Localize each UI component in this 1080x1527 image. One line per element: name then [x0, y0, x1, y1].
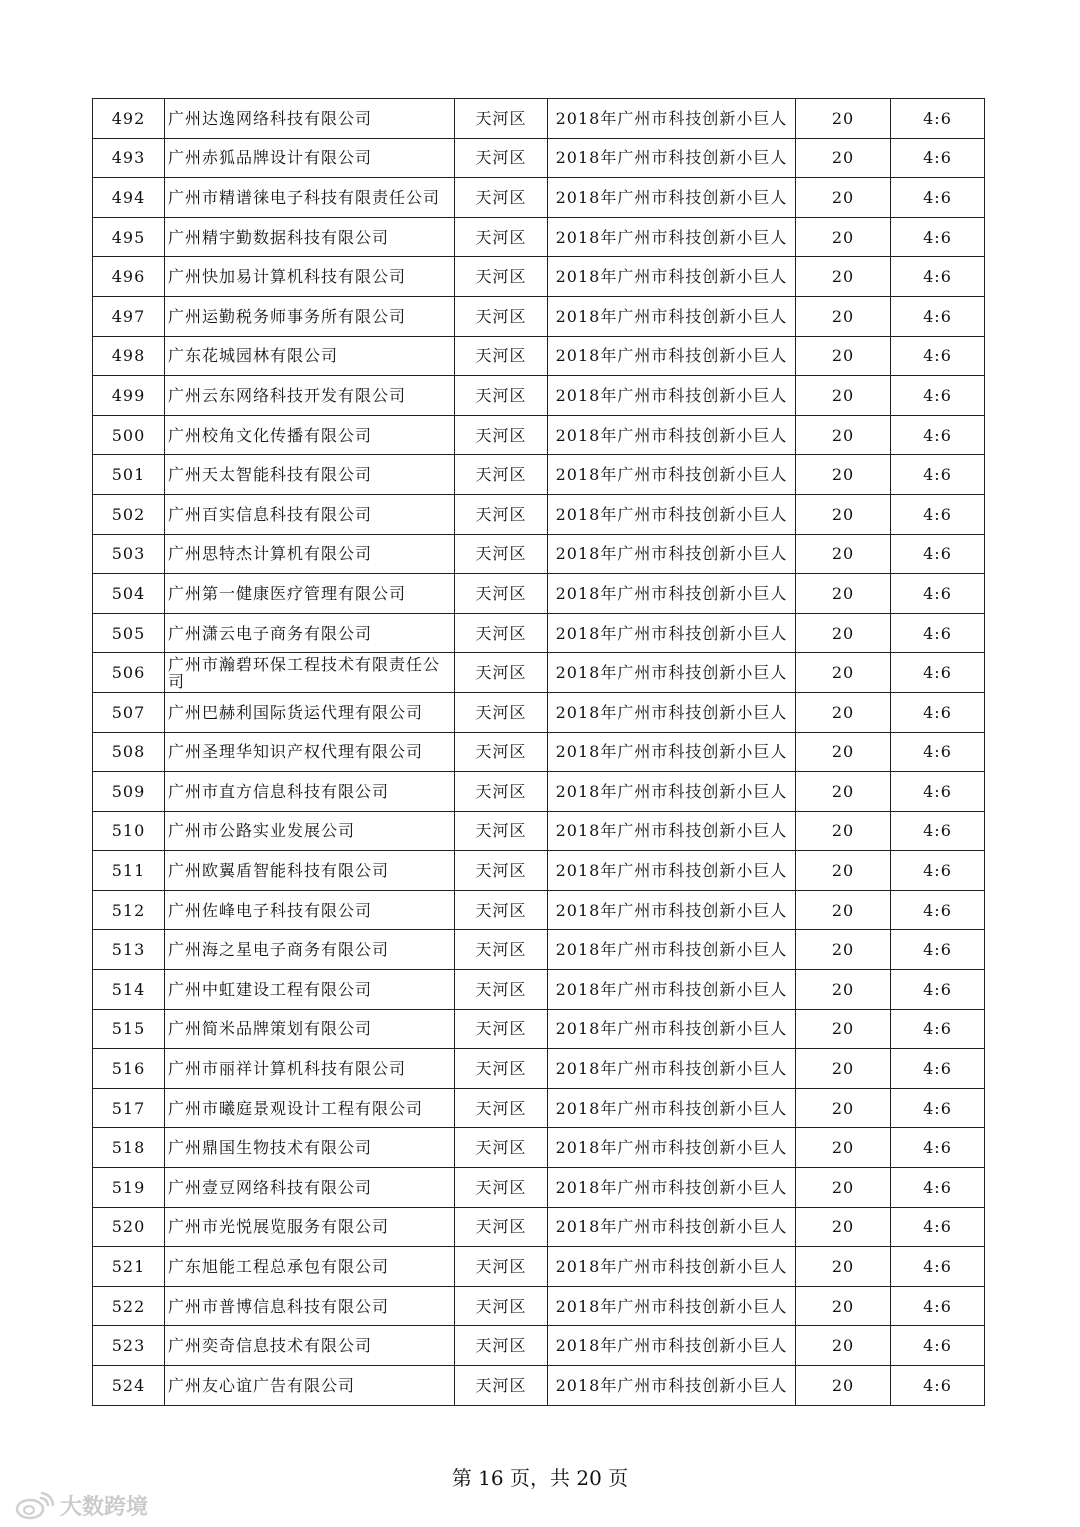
table-row — [93, 930, 985, 970]
funding-ratio-cell: 4:6 — [891, 851, 985, 891]
district-cell: 天河区 — [455, 1366, 548, 1406]
watermark — [14, 1490, 148, 1521]
funding-amount-cell: 20 — [796, 613, 891, 653]
row-number-cell: 522 — [93, 1286, 165, 1326]
row-number-cell: 515 — [93, 1009, 165, 1049]
project-name-cell: 2018年广州市科技创新小巨人 — [548, 534, 796, 574]
table-row — [93, 494, 985, 534]
project-name-cell: 2018年广州市科技创新小巨人 — [548, 138, 796, 178]
table-row — [93, 415, 985, 455]
project-name-cell: 2018年广州市科技创新小巨人 — [548, 1247, 796, 1287]
project-name-cell: 2018年广州市科技创新小巨人 — [548, 1366, 796, 1406]
funding-ratio-cell: 4:6 — [891, 534, 985, 574]
district-cell: 天河区 — [455, 772, 548, 812]
project-name-cell: 2018年广州市科技创新小巨人 — [548, 1049, 796, 1089]
district-cell: 天河区 — [455, 178, 548, 218]
project-name-cell: 2018年广州市科技创新小巨人 — [548, 1128, 796, 1168]
row-number-cell: 514 — [93, 970, 165, 1010]
project-name-cell: 2018年广州市科技创新小巨人 — [548, 732, 796, 772]
funding-ratio-cell: 4:6 — [891, 99, 985, 139]
project-name-cell: 2018年广州市科技创新小巨人 — [548, 811, 796, 851]
project-name-cell: 2018年广州市科技创新小巨人 — [548, 257, 796, 297]
company-name-cell: 广东花城园林有限公司 — [165, 336, 455, 376]
row-number-cell: 517 — [93, 1088, 165, 1128]
table-row — [93, 455, 985, 495]
funding-amount-cell: 20 — [796, 772, 891, 812]
district-cell: 天河区 — [455, 1128, 548, 1168]
table-row — [93, 890, 985, 930]
funding-amount-cell: 20 — [796, 970, 891, 1010]
row-number-cell: 506 — [93, 653, 165, 693]
company-name-cell: 广州市直方信息科技有限公司 — [165, 772, 455, 812]
table-row — [93, 1088, 985, 1128]
company-name-cell: 广州潇云电子商务有限公司 — [165, 613, 455, 653]
row-number-cell: 507 — [93, 692, 165, 732]
funding-amount-cell: 20 — [796, 1049, 891, 1089]
project-name-cell: 2018年广州市科技创新小巨人 — [548, 1168, 796, 1208]
company-name-cell: 广州市公路实业发展公司 — [165, 811, 455, 851]
district-cell: 天河区 — [455, 494, 548, 534]
project-name-cell: 2018年广州市科技创新小巨人 — [548, 217, 796, 257]
company-name-cell: 广州校角文化传播有限公司 — [165, 415, 455, 455]
row-number-cell: 508 — [93, 732, 165, 772]
row-number-cell: 521 — [93, 1247, 165, 1287]
funding-ratio-cell: 4:6 — [891, 970, 985, 1010]
project-name-cell: 2018年广州市科技创新小巨人 — [548, 415, 796, 455]
funding-ratio-cell: 4:6 — [891, 574, 985, 614]
funding-amount-cell: 20 — [796, 890, 891, 930]
funding-ratio-cell: 4:6 — [891, 1049, 985, 1089]
funding-ratio-cell: 4:6 — [891, 494, 985, 534]
project-name-cell: 2018年广州市科技创新小巨人 — [548, 1326, 796, 1366]
table-row — [93, 692, 985, 732]
table-row — [93, 574, 985, 614]
district-cell: 天河区 — [455, 970, 548, 1010]
project-name-cell: 2018年广州市科技创新小巨人 — [548, 494, 796, 534]
company-name-cell: 广州鼎国生物技术有限公司 — [165, 1128, 455, 1168]
funding-amount-cell: 20 — [796, 534, 891, 574]
project-name-cell: 2018年广州市科技创新小巨人 — [548, 1009, 796, 1049]
company-name-cell: 广州圣理华知识产权代理有限公司 — [165, 732, 455, 772]
row-number-cell: 492 — [93, 99, 165, 139]
table-row — [93, 1247, 985, 1287]
row-number-cell: 502 — [93, 494, 165, 534]
weibo-logo-icon — [14, 1492, 54, 1520]
funding-amount-cell: 20 — [796, 376, 891, 416]
district-cell: 天河区 — [455, 851, 548, 891]
company-name-cell: 广州思特杰计算机有限公司 — [165, 534, 455, 574]
row-number-cell: 513 — [93, 930, 165, 970]
funding-ratio-cell: 4:6 — [891, 1207, 985, 1247]
row-number-cell: 495 — [93, 217, 165, 257]
project-name-cell: 2018年广州市科技创新小巨人 — [548, 890, 796, 930]
funding-amount-cell: 20 — [796, 1326, 891, 1366]
company-name-cell: 广州欧翼盾智能科技有限公司 — [165, 851, 455, 891]
funding-ratio-cell: 4:6 — [891, 1326, 985, 1366]
table-row — [93, 1049, 985, 1089]
funding-amount-cell: 20 — [796, 99, 891, 139]
funding-ratio-cell: 4:6 — [891, 336, 985, 376]
project-name-cell: 2018年广州市科技创新小巨人 — [548, 178, 796, 218]
district-cell: 天河区 — [455, 1088, 548, 1128]
district-cell: 天河区 — [455, 455, 548, 495]
row-number-cell: 493 — [93, 138, 165, 178]
table-row — [93, 1326, 985, 1366]
row-number-cell: 519 — [93, 1168, 165, 1208]
table-row — [93, 1168, 985, 1208]
funding-amount-cell: 20 — [796, 494, 891, 534]
funding-amount-cell: 20 — [796, 296, 891, 336]
funding-ratio-cell: 4:6 — [891, 811, 985, 851]
funding-amount-cell: 20 — [796, 692, 891, 732]
project-name-cell: 2018年广州市科技创新小巨人 — [548, 772, 796, 812]
funding-ratio-cell: 4:6 — [891, 178, 985, 218]
project-name-cell: 2018年广州市科技创新小巨人 — [548, 1286, 796, 1326]
funding-amount-cell: 20 — [796, 455, 891, 495]
row-number-cell: 523 — [93, 1326, 165, 1366]
project-name-cell: 2018年广州市科技创新小巨人 — [548, 455, 796, 495]
funding-ratio-cell: 4:6 — [891, 890, 985, 930]
company-list-table — [92, 98, 985, 1406]
funding-amount-cell: 20 — [796, 653, 891, 693]
table-row — [93, 653, 985, 693]
company-name-cell: 广州市精谱徕电子科技有限责任公司 — [165, 178, 455, 218]
table-body — [93, 99, 985, 1406]
row-number-cell: 518 — [93, 1128, 165, 1168]
table-row — [93, 772, 985, 812]
company-name-cell: 广州第一健康医疗管理有限公司 — [165, 574, 455, 614]
row-number-cell: 524 — [93, 1366, 165, 1406]
company-name-cell: 广州快加易计算机科技有限公司 — [165, 257, 455, 297]
funding-ratio-cell: 4:6 — [891, 930, 985, 970]
project-name-cell: 2018年广州市科技创新小巨人 — [548, 376, 796, 416]
funding-ratio-cell: 4:6 — [891, 1247, 985, 1287]
district-cell: 天河区 — [455, 811, 548, 851]
district-cell: 天河区 — [455, 534, 548, 574]
company-name-cell: 广州达逸网络科技有限公司 — [165, 99, 455, 139]
table-row — [93, 257, 985, 297]
company-name-cell: 广州简米品牌策划有限公司 — [165, 1009, 455, 1049]
row-number-cell: 510 — [93, 811, 165, 851]
funding-amount-cell: 20 — [796, 732, 891, 772]
table-row — [93, 178, 985, 218]
project-name-cell: 2018年广州市科技创新小巨人 — [548, 653, 796, 693]
district-cell: 天河区 — [455, 732, 548, 772]
district-cell: 天河区 — [455, 1009, 548, 1049]
district-cell: 天河区 — [455, 1326, 548, 1366]
funding-ratio-cell: 4:6 — [891, 1128, 985, 1168]
row-number-cell: 500 — [93, 415, 165, 455]
project-name-cell: 2018年广州市科技创新小巨人 — [548, 851, 796, 891]
row-number-cell: 516 — [93, 1049, 165, 1089]
company-name-cell: 广州天太智能科技有限公司 — [165, 455, 455, 495]
funding-amount-cell: 20 — [796, 1128, 891, 1168]
funding-ratio-cell: 4:6 — [891, 653, 985, 693]
funding-amount-cell: 20 — [796, 1286, 891, 1326]
funding-amount-cell: 20 — [796, 1168, 891, 1208]
company-name-cell: 广州市瀚碧环保工程技术有限责任公司 — [165, 653, 455, 693]
funding-ratio-cell: 4:6 — [891, 217, 985, 257]
table-row — [93, 811, 985, 851]
row-number-cell: 503 — [93, 534, 165, 574]
funding-amount-cell: 20 — [796, 1366, 891, 1406]
funding-amount-cell: 20 — [796, 1247, 891, 1287]
funding-amount-cell: 20 — [796, 257, 891, 297]
company-name-cell: 广州百实信息科技有限公司 — [165, 494, 455, 534]
district-cell: 天河区 — [455, 653, 548, 693]
table-row — [93, 1207, 985, 1247]
table-row — [93, 296, 985, 336]
company-name-cell: 广州中虹建设工程有限公司 — [165, 970, 455, 1010]
district-cell: 天河区 — [455, 890, 548, 930]
funding-ratio-cell: 4:6 — [891, 376, 985, 416]
funding-amount-cell: 20 — [796, 851, 891, 891]
funding-amount-cell: 20 — [796, 1207, 891, 1247]
funding-ratio-cell: 4:6 — [891, 1009, 985, 1049]
row-number-cell: 504 — [93, 574, 165, 614]
district-cell: 天河区 — [455, 574, 548, 614]
district-cell: 天河区 — [455, 376, 548, 416]
district-cell: 天河区 — [455, 336, 548, 376]
funding-ratio-cell: 4:6 — [891, 1168, 985, 1208]
project-name-cell: 2018年广州市科技创新小巨人 — [548, 692, 796, 732]
watermark-text: 大数跨境 — [60, 1495, 149, 1520]
row-number-cell: 512 — [93, 890, 165, 930]
company-name-cell: 广州精宇勤数据科技有限公司 — [165, 217, 455, 257]
district-cell: 天河区 — [455, 1168, 548, 1208]
funding-amount-cell: 20 — [796, 217, 891, 257]
table-row — [93, 1009, 985, 1049]
project-name-cell: 2018年广州市科技创新小巨人 — [548, 970, 796, 1010]
funding-ratio-cell: 4:6 — [891, 257, 985, 297]
company-name-cell: 广州友心谊广告有限公司 — [165, 1366, 455, 1406]
table-row — [93, 217, 985, 257]
row-number-cell: 509 — [93, 772, 165, 812]
table-row — [93, 1286, 985, 1326]
funding-amount-cell: 20 — [796, 574, 891, 614]
row-number-cell: 505 — [93, 613, 165, 653]
funding-amount-cell: 20 — [796, 930, 891, 970]
district-cell: 天河区 — [455, 1049, 548, 1089]
district-cell: 天河区 — [455, 930, 548, 970]
district-cell: 天河区 — [455, 296, 548, 336]
district-cell: 天河区 — [455, 1207, 548, 1247]
funding-amount-cell: 20 — [796, 1088, 891, 1128]
district-cell: 天河区 — [455, 613, 548, 653]
row-number-cell: 520 — [93, 1207, 165, 1247]
district-cell: 天河区 — [455, 1286, 548, 1326]
table-row — [93, 376, 985, 416]
funding-amount-cell: 20 — [796, 336, 891, 376]
project-name-cell: 2018年广州市科技创新小巨人 — [548, 1088, 796, 1128]
row-number-cell: 511 — [93, 851, 165, 891]
company-name-cell: 广州赤狐品牌设计有限公司 — [165, 138, 455, 178]
company-name-cell: 广州巴赫利国际货运代理有限公司 — [165, 692, 455, 732]
row-number-cell: 498 — [93, 336, 165, 376]
district-cell: 天河区 — [455, 138, 548, 178]
funding-ratio-cell: 4:6 — [891, 613, 985, 653]
funding-ratio-cell: 4:6 — [891, 138, 985, 178]
company-name-cell: 广东旭能工程总承包有限公司 — [165, 1247, 455, 1287]
funding-amount-cell: 20 — [796, 138, 891, 178]
table-row — [93, 534, 985, 574]
row-number-cell: 496 — [93, 257, 165, 297]
funding-amount-cell: 20 — [796, 1009, 891, 1049]
table-row — [93, 851, 985, 891]
funding-ratio-cell: 4:6 — [891, 772, 985, 812]
company-name-cell: 广州奕奇信息技术有限公司 — [165, 1326, 455, 1366]
district-cell: 天河区 — [455, 692, 548, 732]
funding-ratio-cell: 4:6 — [891, 1286, 985, 1326]
district-cell: 天河区 — [455, 1247, 548, 1287]
company-name-cell: 广州云东网络科技开发有限公司 — [165, 376, 455, 416]
district-cell: 天河区 — [455, 99, 548, 139]
funding-ratio-cell: 4:6 — [891, 415, 985, 455]
district-cell: 天河区 — [455, 217, 548, 257]
project-name-cell: 2018年广州市科技创新小巨人 — [548, 930, 796, 970]
project-name-cell: 2018年广州市科技创新小巨人 — [548, 296, 796, 336]
funding-amount-cell: 20 — [796, 415, 891, 455]
row-number-cell: 494 — [93, 178, 165, 218]
company-name-cell: 广州市普博信息科技有限公司 — [165, 1286, 455, 1326]
company-name-cell: 广州佐峰电子科技有限公司 — [165, 890, 455, 930]
company-name-cell: 广州市曦庭景观设计工程有限公司 — [165, 1088, 455, 1128]
table-row — [93, 336, 985, 376]
row-number-cell: 497 — [93, 296, 165, 336]
district-cell: 天河区 — [455, 415, 548, 455]
company-name-cell: 广州运勤税务师事务所有限公司 — [165, 296, 455, 336]
district-cell: 天河区 — [455, 257, 548, 297]
row-number-cell: 501 — [93, 455, 165, 495]
project-name-cell: 2018年广州市科技创新小巨人 — [548, 613, 796, 653]
funding-ratio-cell: 4:6 — [891, 1088, 985, 1128]
funding-ratio-cell: 4:6 — [891, 732, 985, 772]
table-row — [93, 1366, 985, 1406]
row-number-cell: 499 — [93, 376, 165, 416]
funding-ratio-cell: 4:6 — [891, 296, 985, 336]
funding-amount-cell: 20 — [796, 178, 891, 218]
page-number: 第 16 页，共 20 页 — [451, 1466, 629, 1490]
table-row — [93, 1128, 985, 1168]
table-row — [93, 970, 985, 1010]
table-row — [93, 732, 985, 772]
company-name-cell: 广州海之星电子商务有限公司 — [165, 930, 455, 970]
company-name-cell: 广州壹豆网络科技有限公司 — [165, 1168, 455, 1208]
funding-amount-cell: 20 — [796, 811, 891, 851]
funding-ratio-cell: 4:6 — [891, 1366, 985, 1406]
project-name-cell: 2018年广州市科技创新小巨人 — [548, 336, 796, 376]
funding-ratio-cell: 4:6 — [891, 692, 985, 732]
table-row — [93, 99, 985, 139]
table-row — [93, 138, 985, 178]
table-row — [93, 613, 985, 653]
project-name-cell: 2018年广州市科技创新小巨人 — [548, 99, 796, 139]
project-name-cell: 2018年广州市科技创新小巨人 — [548, 574, 796, 614]
company-name-cell: 广州市丽祥计算机科技有限公司 — [165, 1049, 455, 1089]
company-name-cell: 广州市光悦展览服务有限公司 — [165, 1207, 455, 1247]
funding-ratio-cell: 4:6 — [891, 455, 985, 495]
project-name-cell: 2018年广州市科技创新小巨人 — [548, 1207, 796, 1247]
